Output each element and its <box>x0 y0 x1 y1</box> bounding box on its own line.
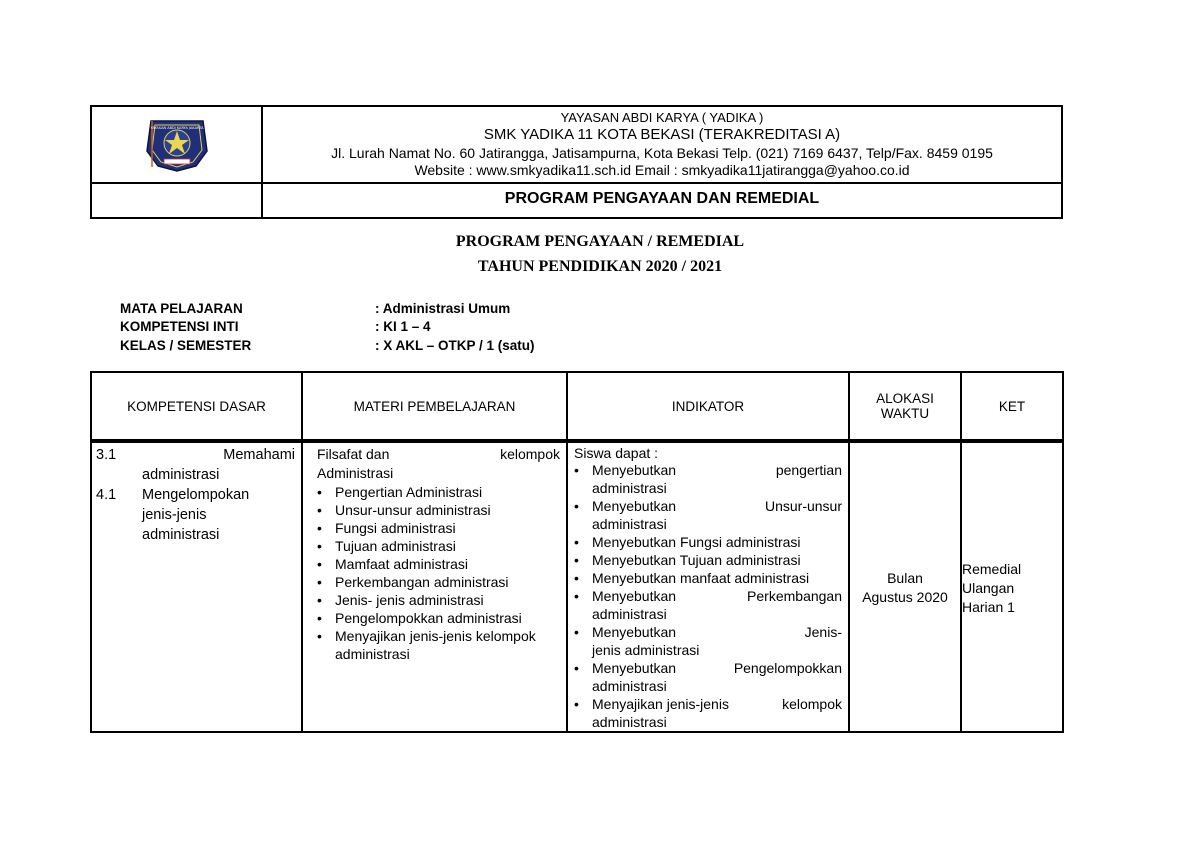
school-logo <box>92 107 263 184</box>
ket-cell: Remedial Ulangan Harian 1 <box>961 441 1063 732</box>
list-item: • Menyebutkan Jenis- jenis administrasi <box>574 623 842 659</box>
list-item: • Menyebutkan Fungsi administrasi <box>574 533 842 551</box>
alokasi-cell: Bulan Agustus 2020 <box>849 441 961 732</box>
doc-subtitle: TAHUN PENDIDIKAN 2020 / 2021 <box>477 258 723 275</box>
list-item: • Perkembangan administrasi <box>317 573 560 591</box>
letterhead <box>90 105 1063 219</box>
list-item: • Mamfaat administrasi <box>317 555 560 573</box>
svg-text:YAYASAN ABDI KARYA JAKARTA: YAYASAN ABDI KARYA JAKARTA <box>150 126 204 130</box>
school-address: Jl. Lurah Namat No. 60 Jatirangga, Jatisampurna, Kota Bekasi Telp. (021) 7169 6437, Telp/Fax. 8459 0195 <box>331 145 993 161</box>
program-title-cell <box>263 184 1061 217</box>
list-item: • Menyebutkan Perkembangan administrasi <box>574 587 842 623</box>
logo-cell-lower <box>92 184 263 217</box>
school-info <box>263 107 1061 184</box>
list-item: • Menyebutkan Unsur-unsur administrasi <box>574 497 842 533</box>
header-ket: KET <box>961 372 1063 441</box>
indikator-cell: Siswa dapat : • Menyebutkan pengertian administrasi • Menyebutkan Unsur-unsur administrasi • Menyebutkan Fungsi administrasi • Menyebutkan Tujuan administrasi • Menyebutkan manfaat administrasi • Menyebutkan Perkembangan administrasi • Menyebutkan Jenis- jenis administrasi • Menyebutkan Pengelompokkan administrasi • Menyajikan jenis-jenis kelompok administrasi <box>567 441 849 732</box>
logo-cell <box>92 107 263 184</box>
list-item: • Jenis- jenis administrasi <box>317 591 560 609</box>
list-item: • Pengertian Administrasi <box>317 483 560 501</box>
list-item: • Pengelompokkan administrasi <box>317 609 560 627</box>
school-website: Website : www.smkyadika11.sch.id Email : smkyadika11jatirangga@yahoo.co.id <box>414 162 910 178</box>
school-name: SMK YADIKA 11 KOTA BEKASI (TERAKREDITASI A) <box>483 126 841 143</box>
list-item: • Menyebutkan Pengelompokkan administrasi <box>574 659 842 695</box>
header-alokasi: ALOKASI WAKTU <box>849 372 961 441</box>
list-item: • Tujuan administrasi <box>317 537 560 555</box>
list-item: • Menyebutkan pengertian administrasi <box>574 461 842 497</box>
header-kompetensi-dasar: KOMPETENSI DASAR <box>91 372 302 441</box>
list-item: • Menyebutkan manfaat administrasi <box>574 569 842 587</box>
doc-title: PROGRAM PENGAYAAN / REMEDIAL <box>455 233 745 250</box>
remedial-table <box>90 371 1064 733</box>
list-item: • Menyajikan jenis-jenis kelompok administrasi <box>317 627 560 663</box>
program-title: PROGRAM PENGAYAAN DAN REMEDIAL <box>504 190 820 207</box>
header-indikator: INDIKATOR <box>567 372 849 441</box>
table-header-row <box>91 372 1063 441</box>
header-materi: MATERI PEMBELAJARAN <box>302 372 567 441</box>
foundation-name: YAYASAN ABDI KARYA ( YADIKA ) <box>560 110 764 125</box>
table-row <box>91 441 1063 732</box>
list-item: • Menyebutkan Tujuan administrasi <box>574 551 842 569</box>
materi-cell: Filsafat dan kelompok Administrasi • Pengertian Administrasi • Unsur-unsur administrasi • Fungsi administrasi • Tujuan administrasi • Mamfaat administrasi • Perkembangan administrasi • Jenis- jenis administrasi • Pengelompokkan administrasi • Menyajikan jenis-jenis kelompok administrasi <box>302 441 567 732</box>
list-item: • Unsur-unsur administrasi <box>317 501 560 519</box>
kd-cell: 3.1 Memahami administrasi 4.1 Mengelompokan jenis-jenis administrasi <box>91 441 302 732</box>
list-item: • Fungsi administrasi <box>317 519 560 537</box>
list-item: • Menyajikan jenis-jenis kelompok administrasi <box>574 695 842 731</box>
